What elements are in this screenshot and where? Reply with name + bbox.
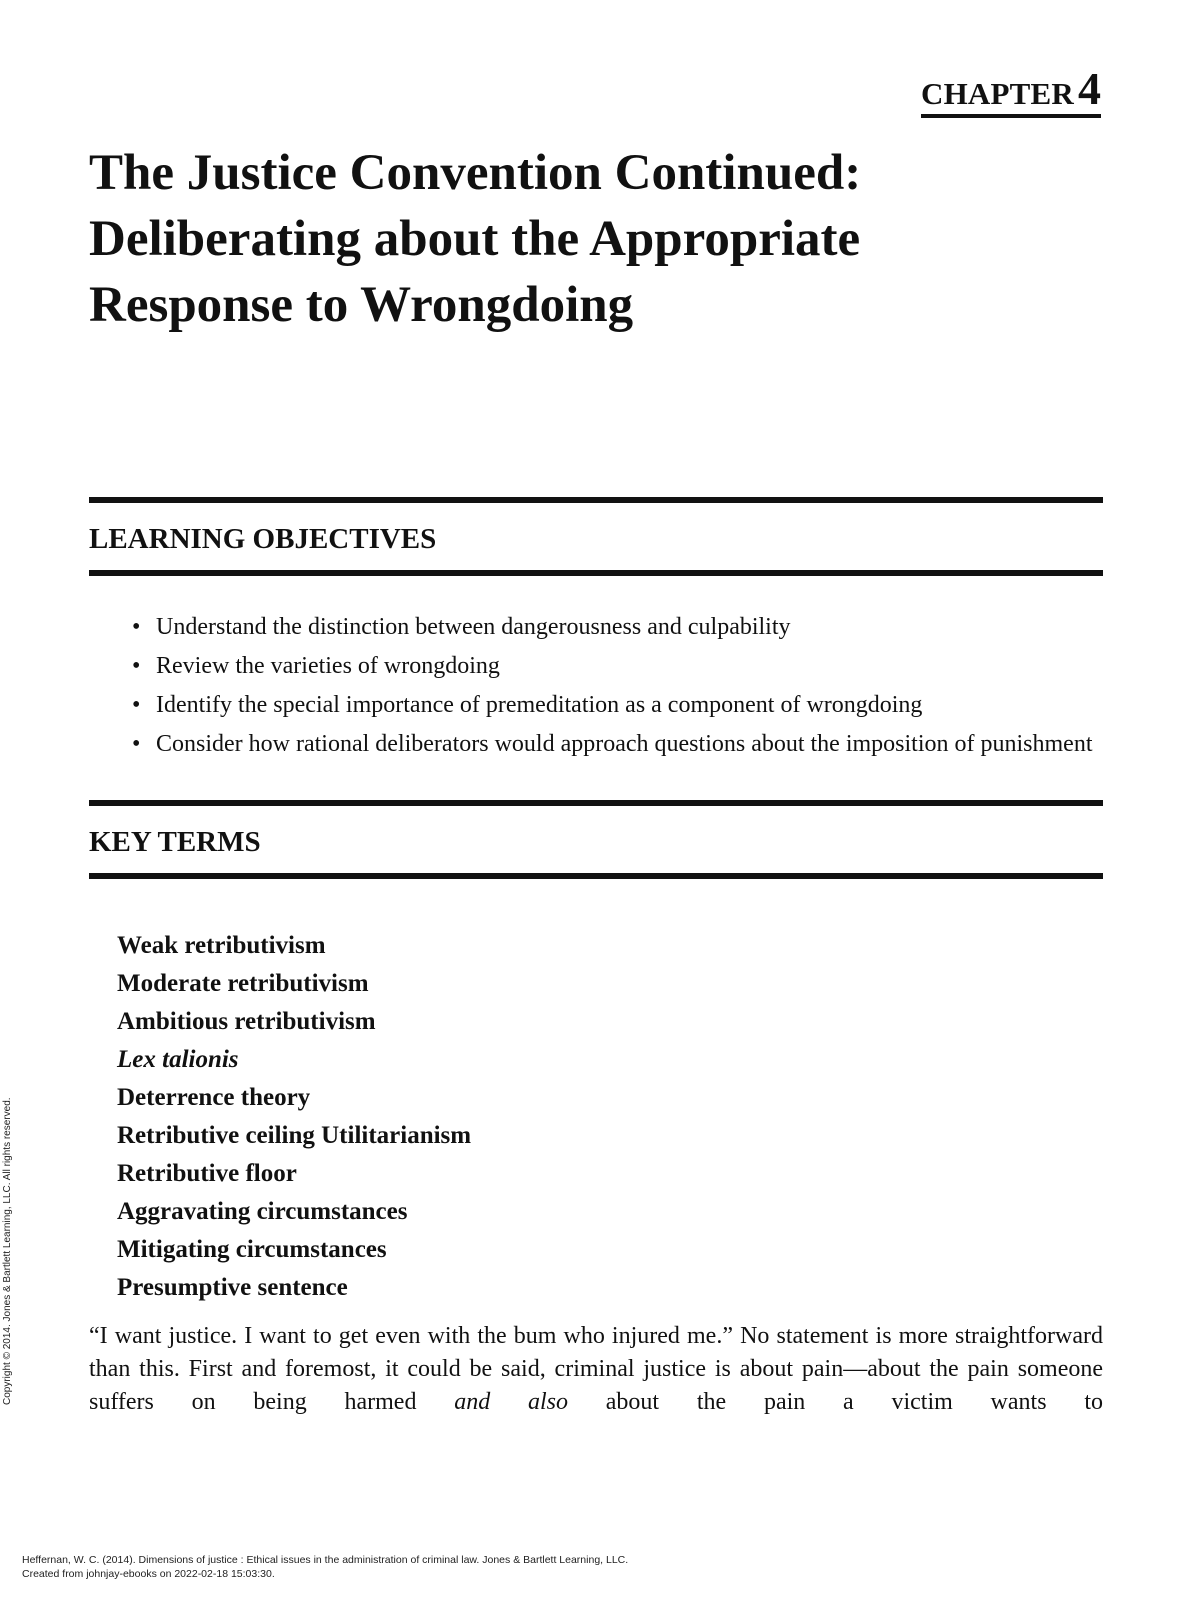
key-terms-heading: KEY TERMS [89, 826, 261, 858]
bullet-icon: • [132, 692, 141, 718]
chapter-label [921, 63, 1101, 118]
objective-text: Understand the distinction between dangerousness and culpability [156, 614, 791, 640]
chapter-number: 4 [1078, 63, 1101, 114]
key-term: Deterrence theory [117, 1084, 311, 1111]
objective-text: Consider how rational deliberators would approach questions about the imposition of punishment [156, 731, 1093, 757]
key-terms-list [117, 927, 471, 1307]
key-term: Retributive floor [117, 1160, 297, 1187]
bullet-icon: • [132, 653, 141, 679]
key-term: Retributive ceiling Utilitarianism [117, 1122, 472, 1149]
body-paragraph [89, 1320, 1103, 1419]
key-term: Moderate retributivism [117, 970, 369, 997]
key-term: Presumptive sentence [117, 1274, 348, 1301]
body-text: “I want justice. I want to get even with the bum who injured me.” No statement is more straightforward than this. First and foremost, it could be said, criminal justice is about pain—about the pain someone suffers on being harmed [89, 1323, 1103, 1415]
title-line: Response to Wrongdoing [89, 277, 634, 333]
key-term: Weak retributivism [117, 932, 326, 959]
learning-objectives-list [130, 611, 1105, 767]
objective-item [130, 650, 1105, 682]
learning-objectives-heading: LEARNING OBJECTIVES [89, 523, 437, 555]
section-rule-bottom [89, 570, 1103, 576]
objective-text: Identify the special importance of premeditation as a component of wrongdoing [156, 692, 923, 718]
objective-item [130, 611, 1105, 643]
key-term: Lex talionis [117, 1046, 239, 1073]
body-emphasis: and also [454, 1389, 569, 1415]
section-rule-top [89, 800, 1103, 806]
objective-text: Review the varieties of wrongdoing [156, 653, 500, 679]
title-line: The Justice Convention Continued: [89, 145, 862, 201]
key-term: Mitigating circumstances [117, 1236, 387, 1263]
section-rule-bottom [89, 873, 1103, 879]
title-line: Deliberating about the Appropriate [89, 211, 861, 267]
body-text: about the pain a victim wants to [568, 1389, 1103, 1415]
footer-citation: Heffernan, W. C. (2014). Dimensions of justice : Ethical issues in the administration of criminal law. Jones & Bartlett Learning, LLC. [22, 1554, 629, 1566]
footer-created: Created from johnjay-ebooks on 2022-02-18 15:03:30. [22, 1568, 275, 1580]
section-rule-top [89, 497, 1103, 503]
objective-item [130, 728, 1105, 760]
chapter-word: CHAPTER [921, 76, 1074, 111]
objective-item [130, 689, 1105, 721]
key-term: Aggravating circumstances [117, 1198, 408, 1225]
bullet-icon: • [132, 614, 141, 640]
citation-footer [22, 1553, 628, 1581]
chapter-title [89, 140, 1089, 338]
key-term: Ambitious retributivism [117, 1008, 376, 1035]
bullet-icon: • [132, 731, 141, 757]
side-copyright: Copyright © 2014. Jones & Bartlett Learning, LLC. All rights reserved. [2, 1097, 13, 1405]
